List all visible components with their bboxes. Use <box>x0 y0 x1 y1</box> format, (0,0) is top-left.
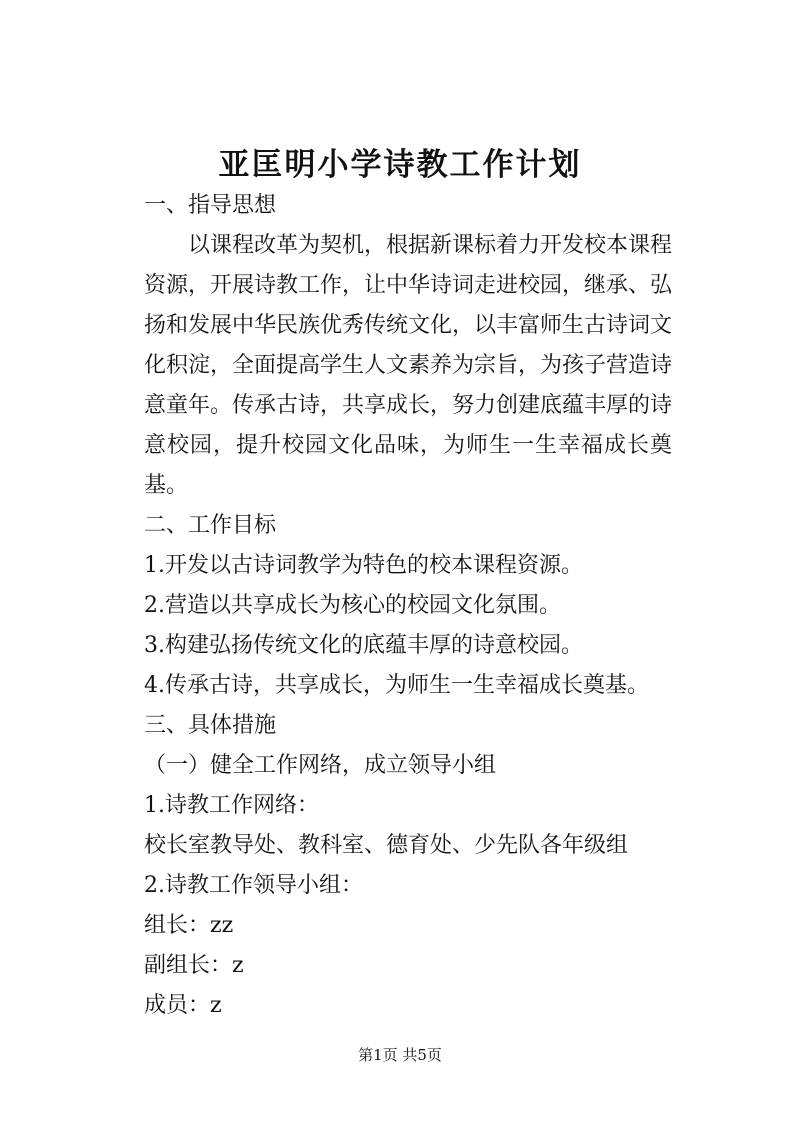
team-leader: 组长：zz <box>144 913 234 938</box>
item-leadership-label: 2.诗教工作领导小组： <box>144 873 363 898</box>
page-footer: 第1页 共5页 <box>358 1046 442 1064</box>
section-heading-measures: 三、具体措施 <box>144 713 277 738</box>
document-title: 亚匡明小学诗教工作计划 <box>218 147 582 183</box>
goal-item-3: 3.构建弘扬传统文化的底蕴丰厚的诗意校园。 <box>144 633 583 658</box>
section-heading-guiding-ideology: 一、指导思想 <box>144 193 277 218</box>
team-members: 成员：z <box>144 993 222 1018</box>
paragraph-guiding-ideology: 以课程改革为契机，根据新课标着力开发校本课程资源，开展诗教工作，让中华诗词走进校园，继承、弘扬和发展中华民族优秀传统文化，以丰富师生古诗词文化积淀，全面提高学生人文素养为宗旨，为孩子营造诗意童年。传承古诗，共享成长，努力创建底蕴丰厚的诗意校园，提升校园文化品味，为师生一生幸福成长奠基。 <box>144 233 673 498</box>
section-heading-work-goals: 二、工作目标 <box>144 513 277 538</box>
subsection-heading-network: （一）健全工作网络，成立领导小组 <box>144 753 497 778</box>
goal-item-4: 4.传承古诗，共享成长，为师生一生幸福成长奠基。 <box>144 673 649 698</box>
goal-item-1: 1.开发以古诗词教学为特色的校本课程资源。 <box>144 553 583 578</box>
item-network-value: 校长室教导处、教科室、德育处、少先队各年级组 <box>144 833 629 858</box>
goal-item-2: 2.营造以共享成长为核心的校园文化氛围。 <box>144 593 561 618</box>
item-network-label: 1.诗教工作网络： <box>144 793 319 818</box>
document-body <box>144 186 672 1026</box>
team-deputy-leader: 副组长：z <box>144 953 244 978</box>
